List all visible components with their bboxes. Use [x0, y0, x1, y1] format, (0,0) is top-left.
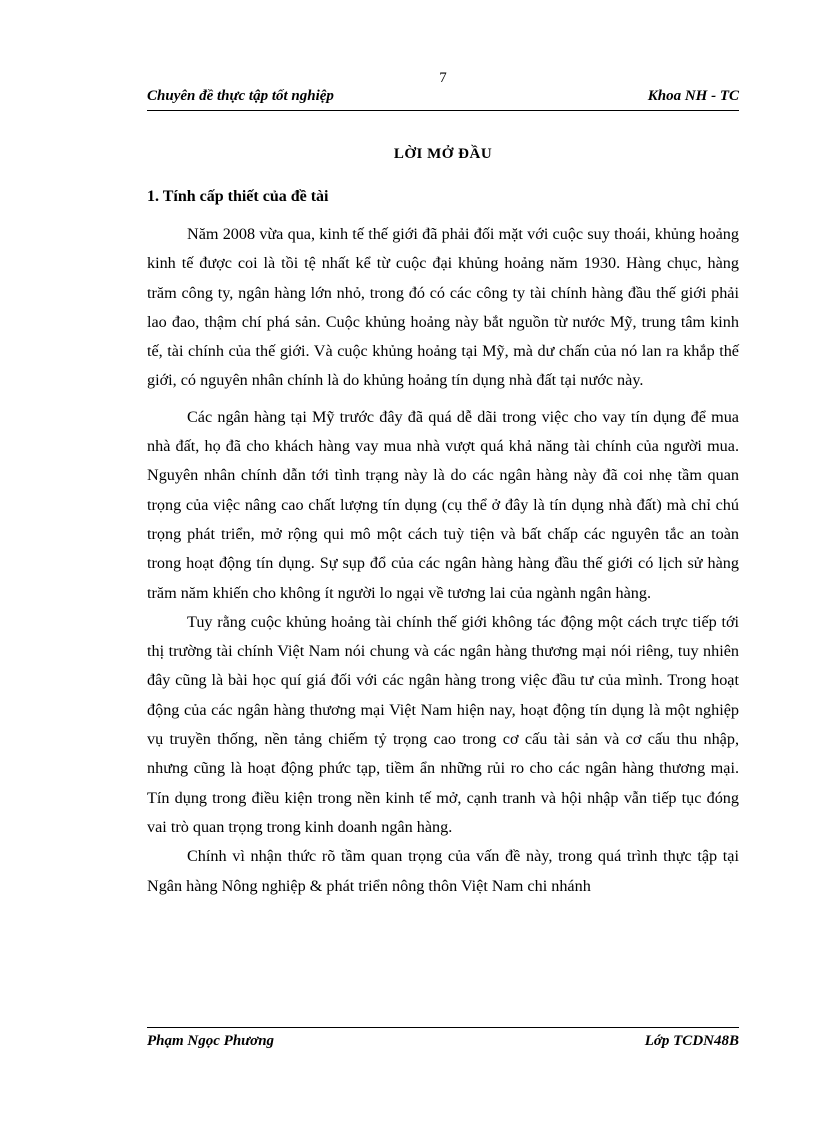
paragraph-1: Năm 2008 vừa qua, kinh tế thế giới đã phải đối mặt với cuộc suy thoái, khủng hoảng kinh tế được coi là tồi tệ nhất kể từ cuộc đại khủng hoảng năm 1930. Hàng chục, hàng trăm công ty, ngân hàng lớn nhỏ, trong đó có các công ty tài chính hàng đầu thế giới phải lao đao, thậm chí phá sản. Cuộc khủng hoảng này bắt nguồn từ nước Mỹ, trung tâm kinh tế, tài chính của thế giới. Và cuộc khủng hoảng tại Mỹ, mà dư chấn của nó lan ra khắp thế giới, có nguyên nhân chính là do khủng hoảng tín dụng nhà đất tại nước này. [147, 225, 739, 390]
footer-class: Lớp TCDN48B [644, 1033, 739, 1049]
footer-author: Phạm Ngọc Phương [147, 1033, 275, 1049]
page-footer [147, 1027, 739, 1052]
section-heading: 1. Tính cấp thiết của đề tài [147, 188, 329, 205]
paragraph-4: Chính vì nhận thức rõ tầm quan trọng của vấn đề này, trong quá trình thực tập tại Ngân hàng Nông nghiệp & phát triển nông thôn Việt Nam chi nhánh [147, 847, 739, 895]
header-document-type: Chuyên đề thực tập tốt nghiệp [147, 88, 334, 104]
header-department: Khoa NH - TC [647, 88, 739, 104]
paragraph-2: Các ngân hàng tại Mỹ trước đây đã quá dễ dãi trong việc cho vay tín dụng để mua nhà đất, họ đã cho khách hàng vay mua nhà vượt quá khả năng tài chính của người mua. Nguyên nhân chính dẫn tới tình trạng này là do các ngân hàng này đã coi nhẹ tầm quan trọng của việc nâng cao chất lượng tín dụng (cụ thể ở đây là tín dụng nhà đất) mà chỉ chú trọng phát triển, mở rộng qui mô một cách tuỳ tiện và bất chấp các nguyên tắc an toàn trong hoạt động tín dụng. Sự sụp đổ của các ngân hàng hàng đầu thế giới có lịch sử hàng trăm năm khiến cho không ít người lo ngại về tương lai của ngành ngân hàng. [147, 407, 739, 602]
page-header [147, 88, 739, 111]
page-number: 7 [439, 70, 447, 86]
chapter-title: LỜI MỞ ĐẦU [393, 146, 493, 162]
body-text [147, 220, 739, 901]
paragraph-3: Tuy rằng cuộc khủng hoảng tài chính thế giới không tác động một cách trực tiếp tới thị trường tài chính Việt Nam nói chung và các ngân hàng thương mại nói riêng, tuy nhiên đây cũng là bài học quí giá đối với các ngân hàng trong việc đầu tư của mình. Trong hoạt động của các ngân hàng thương mại Việt Nam hiện nay, hoạt động tín dụng là một nghiệp vụ truyền thống, nền tảng chiếm tỷ trọng cao trong cơ cấu tài sản và cơ cấu thu nhập, nhưng cũng là hoạt động phức tạp, tiềm ẩn những rủi ro cho các ngân hàng thương mại. Tín dụng trong điều kiện trong nền kinh tế mở, cạnh tranh và hội nhập vẫn tiếp tục đóng vai trò quan trọng trong kinh doanh ngân hàng. [147, 612, 739, 836]
